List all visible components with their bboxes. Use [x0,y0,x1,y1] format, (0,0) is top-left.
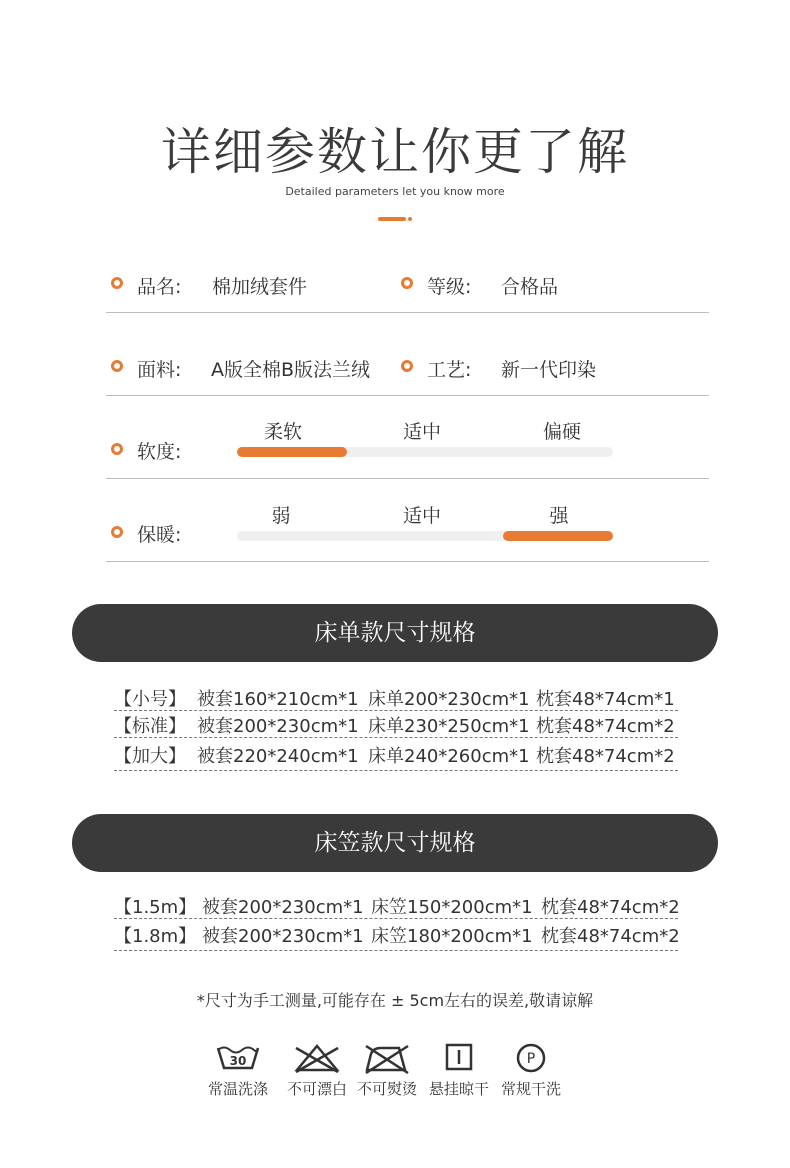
page-subtitle: Detailed parameters let you know more [285,185,505,198]
param-craft-label: 工艺: [427,359,472,381]
param-fabric-value: A版全棉B版法兰绒 [211,359,371,381]
svg-text:P: P [526,1051,536,1067]
warmth-level-weak: 弱 [271,505,291,527]
divider [106,395,709,396]
param-grade-value: 合格品 [501,276,559,298]
softness-label: 软度: [137,441,182,463]
care-label: 常温洗涤 [207,1080,268,1098]
softness-level-soft: 柔软 [263,421,302,443]
sheet-cell: 床单240*260cm*1 [368,746,530,767]
quilt-cell: 被套220*240cm*1 [197,746,359,767]
size-cell: 【1.5m】 [114,897,197,918]
accent-underline [378,217,406,221]
table-row [114,891,678,919]
sheet-cell: 床单200*230cm*1 [368,689,530,710]
hang-dry-icon [435,1042,483,1074]
warmth-level-strong: 强 [549,505,569,527]
softness-scale-fill [237,447,347,457]
no-iron-icon [363,1042,411,1074]
param-name-label: 品名: [137,276,182,298]
pillow-cell: 枕套48*74cm*2 [541,897,680,918]
care-item [424,1042,494,1099]
bullet-icon [111,360,123,372]
care-label: 不可熨烫 [356,1080,417,1098]
size-cell: 【小号】 [114,689,186,710]
param-craft-value: 新一代印染 [501,359,597,381]
dry-clean-icon [507,1042,555,1074]
wash-30-icon [214,1042,262,1074]
care-item [496,1042,566,1099]
table-row [114,740,678,771]
size-cell: 【标准】 [114,716,186,737]
no-bleach-icon [293,1042,341,1074]
bullet-icon [401,277,413,289]
care-item [282,1042,352,1099]
divider [106,561,709,562]
care-item [203,1042,273,1099]
quilt-cell: 被套200*230cm*1 [202,926,364,947]
sheet-cell: 床笠180*200cm*1 [371,926,533,947]
param-name-value: 棉加绒套件 [212,276,308,298]
size-cell: 【加大】 [114,746,186,767]
softness-level-hard: 偏硬 [542,421,581,443]
divider [106,312,709,313]
bullet-icon [111,443,123,455]
softness-scale-track [237,447,613,457]
size-cell: 【1.8m】 [114,926,197,947]
svg-text:30: 30 [229,1054,247,1068]
table-row [114,683,678,711]
bullet-icon [111,526,123,538]
accent-dot [408,217,412,221]
warmth-scale-fill [503,531,613,541]
quilt-cell: 被套200*230cm*1 [202,897,364,918]
page-title: 详细参数让你更了解 [161,123,629,181]
pillow-cell: 枕套48*74cm*2 [536,716,675,737]
care-label: 悬挂晾干 [428,1080,489,1098]
care-label: 不可漂白 [286,1080,347,1098]
table-row [114,920,678,951]
care-label: 常规干洗 [500,1080,561,1098]
softness-level-medium: 适中 [402,421,441,443]
bed-sheet-section-header: 床单款尺寸规格 [72,604,718,662]
sheet-cell: 床笠150*200cm*1 [371,897,533,918]
divider [106,478,709,479]
warmth-level-medium: 适中 [402,505,441,527]
quilt-cell: 被套160*210cm*1 [197,689,359,710]
param-grade-label: 等级: [427,276,472,298]
sheet-cell: 床单230*250cm*1 [368,716,530,737]
fitted-sheet-section-header: 床笠款尺寸规格 [72,814,718,872]
warmth-label: 保暖: [137,524,182,546]
measurement-note: *尺寸为手工测量,可能存在 ± 5cm左右的误差,敬请谅解 [196,991,594,1010]
param-fabric-label: 面料: [137,359,182,381]
table-row [114,710,678,738]
bullet-icon [111,277,123,289]
warmth-scale-track [237,531,613,541]
care-item [352,1042,422,1099]
pillow-cell: 枕套48*74cm*2 [541,926,680,947]
quilt-cell: 被套200*230cm*1 [197,716,359,737]
pillow-cell: 枕套48*74cm*1 [536,689,675,710]
bullet-icon [401,360,413,372]
pillow-cell: 枕套48*74cm*2 [536,746,675,767]
